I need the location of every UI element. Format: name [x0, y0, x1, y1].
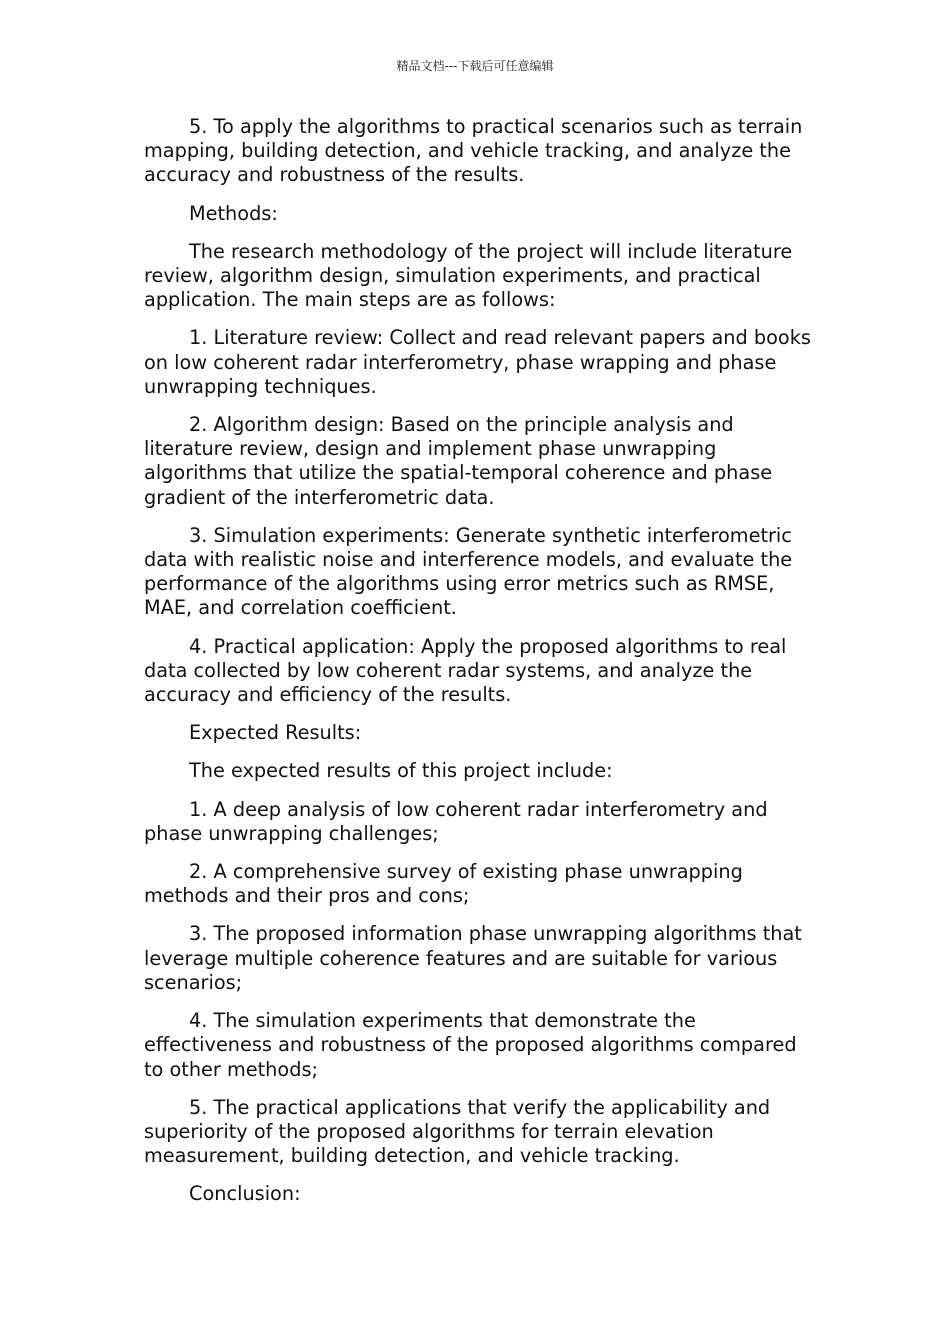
paragraph-result-2: 2. A comprehensive survey of existing phase unwrapping methods and their pros and cons;: [144, 860, 743, 908]
page-header: 精品文档---下载后可任意编辑: [396, 59, 554, 73]
paragraph-result-5: 5. The practical applications that verify the applicability and superiority of the proposed algorithms for terrain elevation measurement, building detection, and vehicle tracking.: [144, 1095, 771, 1168]
paragraph-result-4: 4. The simulation experiments that demonstrate the effectiveness and robustness of the proposed algorithms compared to other methods;: [144, 1009, 797, 1081]
paragraph-step-1: 1. Literature review: Collect and read relevant papers and books on low coherent radar interferometry, phase wrapping and phase unwrapping techniques.: [144, 326, 811, 398]
heading-conclusion: Conclusion:: [189, 1182, 301, 1206]
paragraph-methodology: The research methodology of the project will include literature review, algorithm design, simulation experiments, and practical application. The main steps are as follows:: [144, 239, 793, 312]
document-body: [144, 115, 812, 1221]
paragraph-result-3: 3. The proposed information phase unwrapping algorithms that leverage multiple coherence features and are suitable for various scenarios;: [144, 922, 802, 994]
paragraph-expected-intro: The expected results of this project include:: [189, 759, 613, 783]
heading-expected-results: Expected Results:: [189, 721, 362, 745]
paragraph-step-4: 4. Practical application: Apply the proposed algorithms to real data collected by low coherent radar systems, and analyze the accuracy and efficiency of the results.: [144, 634, 787, 707]
heading-methods: Methods:: [189, 201, 278, 225]
paragraph-objective-5: 5. To apply the algorithms to practical scenarios such as terrain mapping, building detection, and vehicle tracking, and analyze the accuracy and robustness of the results.: [144, 115, 803, 187]
paragraph-step-3: 3. Simulation experiments: Generate synthetic interferometric data with realistic noise and interference models, and evaluate the performance of the algorithms using error metrics such as RMSE, MAE, and correlation coefficient.: [144, 523, 793, 620]
paragraph-step-2: 2. Algorithm design: Based on the principle analysis and literature review, design and implement phase unwrapping algorithms that utilize the spatial-temporal coherence and phase gradient of the interferometric data.: [144, 413, 773, 509]
paragraph-result-1: 1. A deep analysis of low coherent radar interferometry and phase unwrapping challenges;: [144, 797, 768, 845]
